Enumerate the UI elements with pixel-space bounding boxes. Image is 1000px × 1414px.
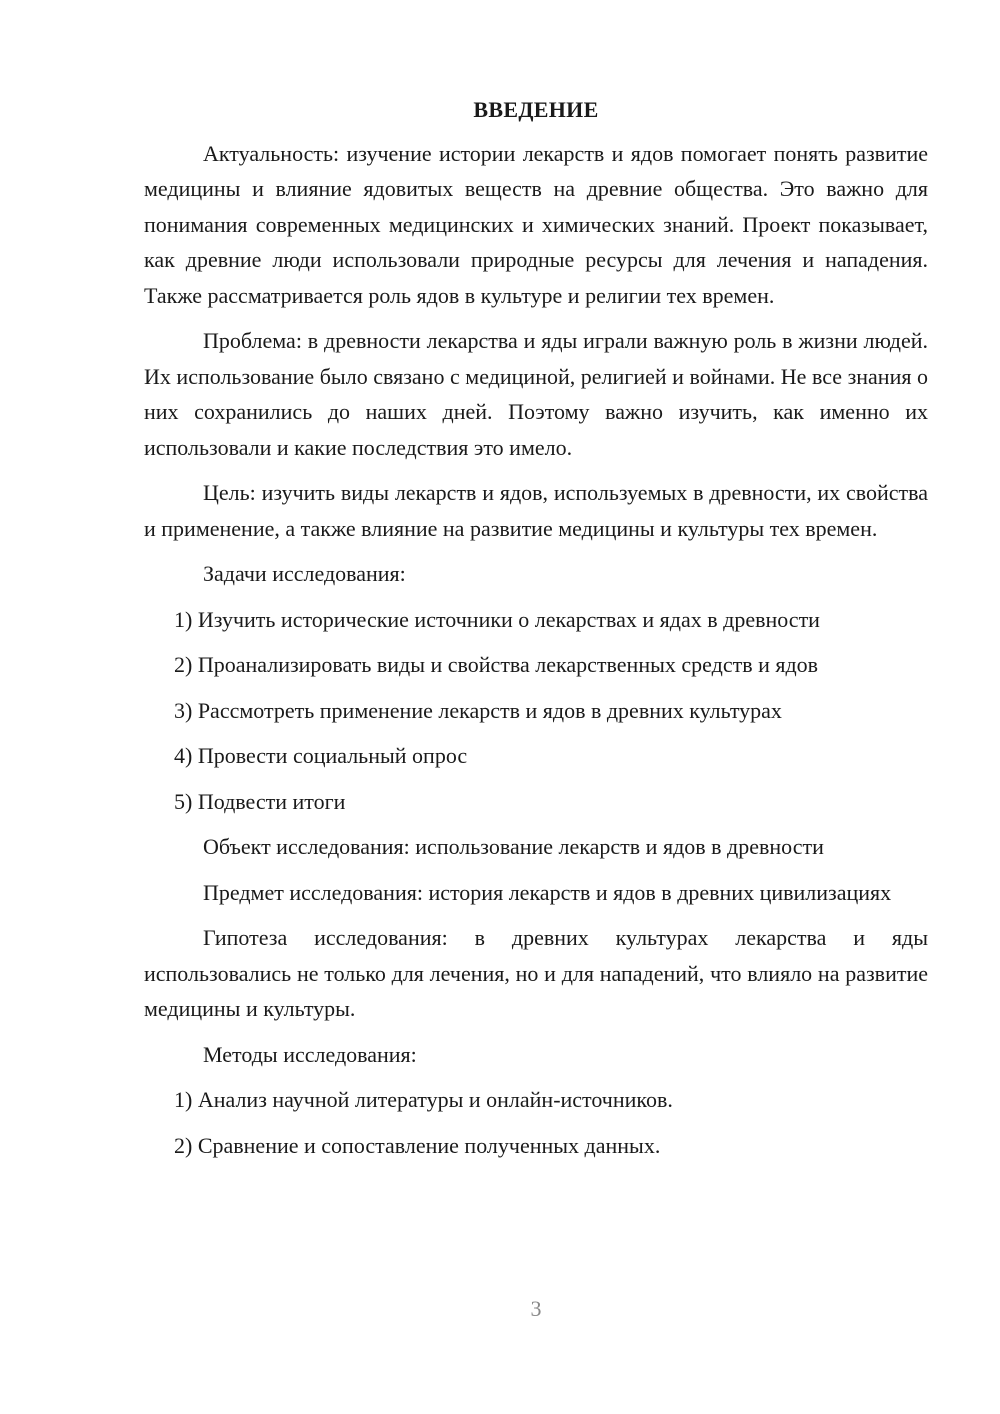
document-page — [144, 92, 928, 1173]
goal-paragraph: Цель: изучить виды лекарств и ядов, используемых в древности, их свойства и применение, а также влияние на развитие медицины и культуры тех времен. — [144, 480, 928, 541]
task-item: 2) Проанализировать виды и свойства лекарственных средств и ядов — [174, 652, 819, 677]
hypothesis-paragraph: Гипотеза исследования: в древних культурах лекарства и яды использовались не только для лечения, но и для нападений, что влияло на развитие медицины и культуры. — [144, 925, 928, 1021]
problem-paragraph: Проблема: в древности лекарства и яды играли важную роль в жизни людей. Их использование было связано с медициной, религией и войнами. Не все знания о них сохранились до наших дней. Поэтому важно изучить, как именно их использовали и какие последствия это имело. — [144, 328, 928, 460]
page-number: 3 — [530, 1296, 542, 1321]
relevance-paragraph: Актуальность: изучение истории лекарств и ядов помогает понять развитие медицины и влияние ядовитых веществ на древние общества. Это важно для понимания современных медицинских и химических знаний. Проект показывает, как древние люди использовали природные ресурсы для лечения и нападения. Также рассматривается роль ядов в культуре и религии тех времен. — [144, 140, 928, 308]
method-item: 1) Анализ научной литературы и онлайн-источников. — [174, 1087, 673, 1112]
task-item: 4) Провести социальный опрос — [174, 743, 468, 768]
task-item: 5) Подвести итоги — [174, 788, 346, 814]
section-title: ВВЕДЕНИЕ — [473, 97, 599, 122]
tasks-heading: Задачи исследования: — [203, 561, 406, 586]
tasks-list — [144, 602, 928, 820]
task-item: 1) Изучить исторические источники о лекарствах и ядах в древности — [174, 606, 820, 632]
method-item: 2) Сравнение и сопоставление полученных данных. — [174, 1132, 661, 1158]
subject-paragraph: Предмет исследования: история лекарств и ядов в древних цивилизациях — [203, 879, 892, 905]
task-item: 3) Рассмотреть применение лекарств и ядов в древних культурах — [174, 697, 782, 723]
methods-list — [144, 1082, 928, 1163]
methods-heading: Методы исследования: — [203, 1041, 417, 1067]
object-paragraph: Объект исследования: использование лекарств и ядов в древности — [203, 834, 824, 859]
